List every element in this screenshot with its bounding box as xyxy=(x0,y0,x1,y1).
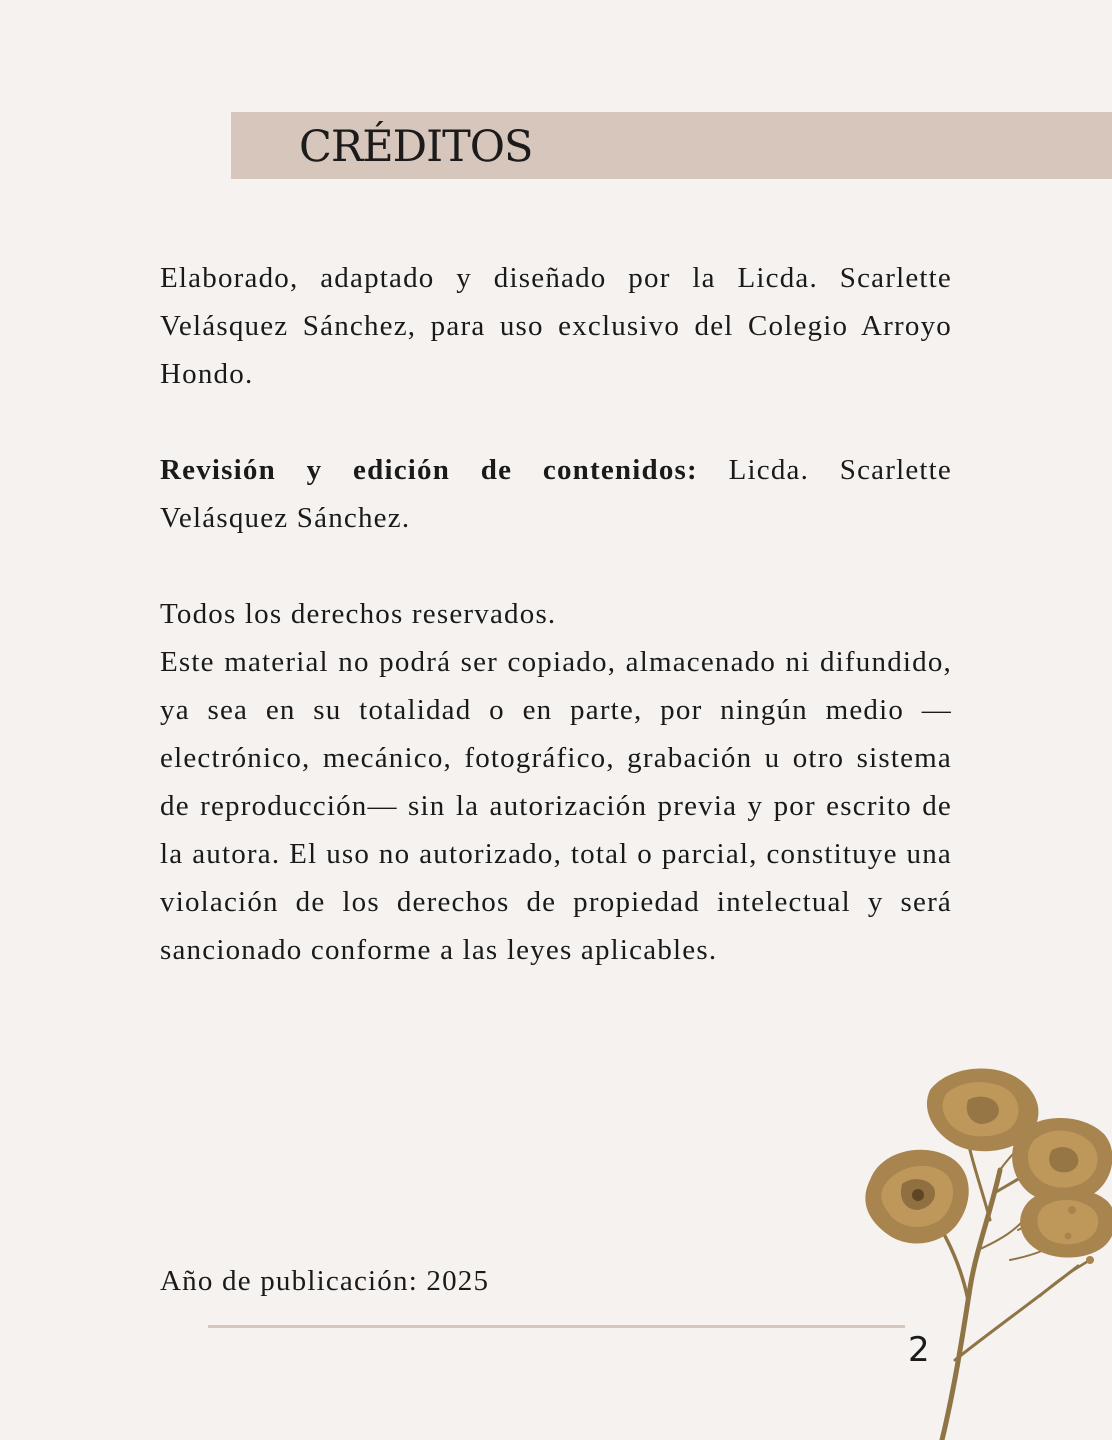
title-band xyxy=(231,112,1112,179)
footer-divider xyxy=(208,1325,905,1328)
paragraph-spacer xyxy=(160,542,952,590)
publication-year: Año de publicación: 2025 xyxy=(160,1265,490,1297)
review-label: Revisión y edición de contenidos: xyxy=(160,454,698,486)
authorship-paragraph: Elaborado, adaptado y diseñado por la Licda. Scarlette Velásquez Sánchez, para uso exclusivo del Colegio Arroyo Hondo. xyxy=(160,262,952,390)
page-number: 2 xyxy=(908,1330,930,1370)
dried-flower-icon xyxy=(850,1060,1112,1440)
page-title: CRÉDITOS xyxy=(299,122,533,172)
rights-title: Todos los derechos reservados. xyxy=(160,598,557,630)
review-paragraph xyxy=(160,446,952,542)
review-value: Licda. Scarlette Velásquez Sánchez. xyxy=(160,454,952,534)
credits-content xyxy=(160,254,952,974)
rights-paragraph: Este material no podrá ser copiado, almacenado ni difundido, ya sea en su totalidad o en parte, por ningún medio —electrónico, mecánico, fotográfico, grabación u otro sistema de reproducción— sin la autorización previa y por escrito de la autora. El uso no autorizado, total o parcial, constituye una violación de los derechos de propiedad intelectual y será sancionado conforme a las leyes aplicables. xyxy=(160,646,952,966)
paragraph-spacer xyxy=(160,398,952,446)
